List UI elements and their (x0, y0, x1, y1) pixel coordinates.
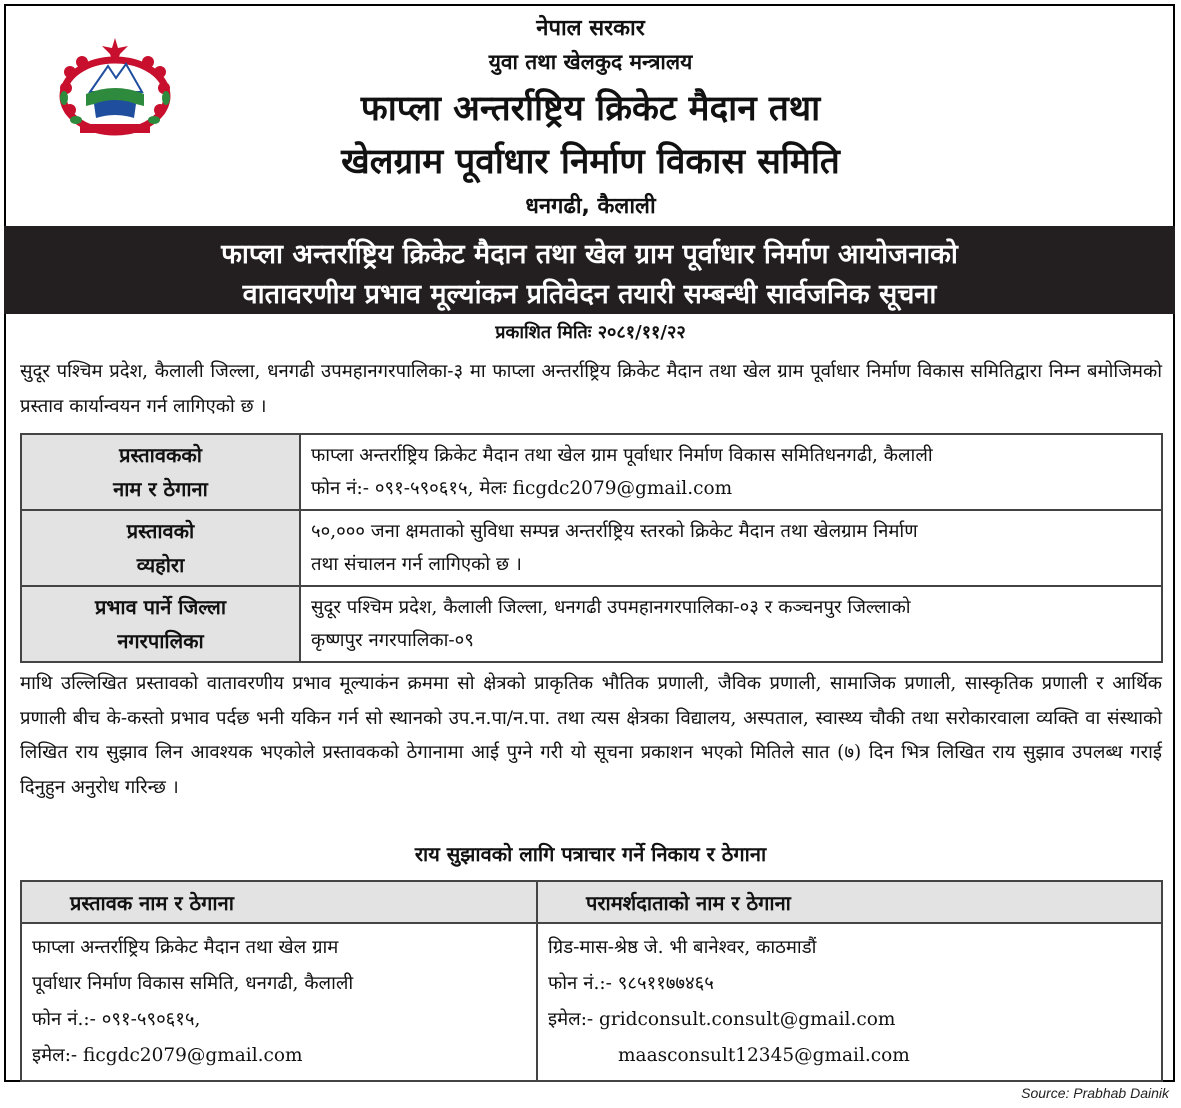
table-row (21, 586, 1162, 662)
detail-label: प्रस्तावकको नाम र ठेगाना (21, 434, 300, 510)
source-credit: Source: Prabhab Dainik (1021, 1085, 1169, 1101)
table-row (21, 923, 1162, 1081)
table-row (21, 510, 1162, 586)
proponent-cell (21, 923, 537, 1081)
government-title: नेपाल सरकार (536, 16, 645, 41)
detail-value: सुदूर पश्चिम प्रदेश, कैलाली जिल्ला, धनगढी उपमहानगरपालिका-०३ र कञ्चनपुर जिल्लाको कृष्णपुर नगरपालिका-०९ (300, 586, 1162, 662)
consultant-cell (537, 923, 1162, 1081)
body-paragraph: माथि उल्लिखित प्रस्तावको वातावरणीय प्रभाव मूल्याकंन क्रममा सो क्षेत्रको प्राकृतिक भौतिक प्रणाली, जैविक प्रणाली, सामाजिक प्रणाली, सास्कृतिक प्रणाली र आर्थिक प्रणाली बीच के-कस्तो प्रभाव पर्दछ भनी यकिन गर्न सो स्थानको उप.न.पा/न.पा. तथा त्यस क्षेत्रका विद्यालय, अस्पताल, स्वास्थ्य चौकी तथा सरोकारवाला व्यक्ति वा संस्थाको लिखित राय सुझाव लिन आवश्यक भएकोले प्रस्तावकको ठेगानामा आई पुग्ने गरी यो सूचना प्रकाशन भएको मितिले सात (७) दिन भित्र लिखित राय सुझाव उपलब्ध गराई दिनुहुन अनुरोध गरिन्छ । (20, 673, 1162, 798)
table-header-row (21, 881, 1162, 923)
organization-location: धनगढी, कैलाली (525, 194, 656, 219)
consultant-column-header: परामर्शदाताको नाम र ठेगाना (537, 881, 1162, 923)
contact-heading: राय सुझावको लागि पत्राचार गर्ने निकाय र ठेगाना (414, 842, 767, 866)
detail-label: प्रभाव पार्ने जिल्ला नगरपालिका (21, 586, 300, 662)
consultant-phone: फोन नं.:- ९८५११७७४६५ (548, 973, 714, 994)
consultant-email-2: maasconsult12345@gmail.com (618, 1045, 910, 1066)
proponent-email: इमेल:- ficgdc2079@gmail.com (32, 1045, 303, 1066)
consultant-name: ग्रिड-मास-श्रेष्ठ जे. भी बानेश्वर, काठमाडौं (548, 937, 817, 958)
notice-banner (4, 226, 1175, 314)
organization-title-line2: खेलग्राम पूर्वाधार निर्माण विकास समिति (341, 142, 840, 182)
proponent-name-line1: फाप्ला अन्तर्राष्ट्रिय क्रिकेट मैदान तथा खेल ग्राम (32, 937, 339, 958)
proponent-column-header: प्रस्तावक नाम र ठेगाना (21, 881, 537, 923)
table-row (21, 434, 1162, 510)
contact-table (20, 880, 1163, 1082)
detail-value: ५०,००० जना क्षमताको सुविधा सम्पन्न अन्तर्राष्ट्रिय स्तरको क्रिकेट मैदान तथा खेलग्राम निर्माण तथा संचालन गर्न लागिएको छ । (300, 510, 1162, 586)
detail-label: प्रस्तावको व्यहोरा (21, 510, 300, 586)
banner-line2: वातावरणीय प्रभाव मूल्यांकन प्रतिवेदन तयारी सम्बन्धी सार्वजनिक सूचना (242, 279, 937, 310)
consultant-email-1: इमेल:- gridconsult.consult@gmail.com (548, 1009, 896, 1030)
published-date (0, 320, 1181, 344)
proponent-name-line2: पूर्वाधार निर्माण विकास समिति, धनगढी, कैलाली (32, 973, 354, 994)
organization-title-line1: फाप्ला अन्तर्राष्ट्रिय क्रिकेट मैदान तथा (360, 89, 821, 129)
proposal-details-table (20, 433, 1163, 663)
banner-line1: फाप्ला अन्तर्राष्ट्रिय क्रिकेट मैदान तथा खेल ग्राम पूर्वाधार निर्माण आयोजनाको (221, 239, 958, 270)
proponent-phone: फोन नं.:- ०९१-५९०६१५, (32, 1009, 201, 1030)
published-value: २०८१/११/२२ (597, 322, 686, 343)
detail-value: फाप्ला अन्तर्राष्ट्रिय क्रिकेट मैदान तथा खेल ग्राम पूर्वाधार निर्माण विकास समितिधनगढी, कैलाली फोन नं:- ०९१-५९०६१५, मेलः ficgdc2079@gmail.com (300, 434, 1162, 510)
published-label: प्रकाशित मितिः (495, 322, 592, 343)
intro-paragraph: सुदूर पश्चिम प्रदेश, कैलाली जिल्ला, धनगढी उपमहानगरपालिका-३ मा फाप्ला अन्तर्राष्ट्रिय क्रिकेट मैदान तथा खेल ग्राम पूर्वाधार निर्माण विकास समितिद्वारा निम्न बमोजिमको प्रस्ताव कार्यान्वयन गर्न लागिएको छ । (20, 361, 1162, 417)
ministry-title: युवा तथा खेलकुद मन्त्रालय (488, 50, 693, 74)
